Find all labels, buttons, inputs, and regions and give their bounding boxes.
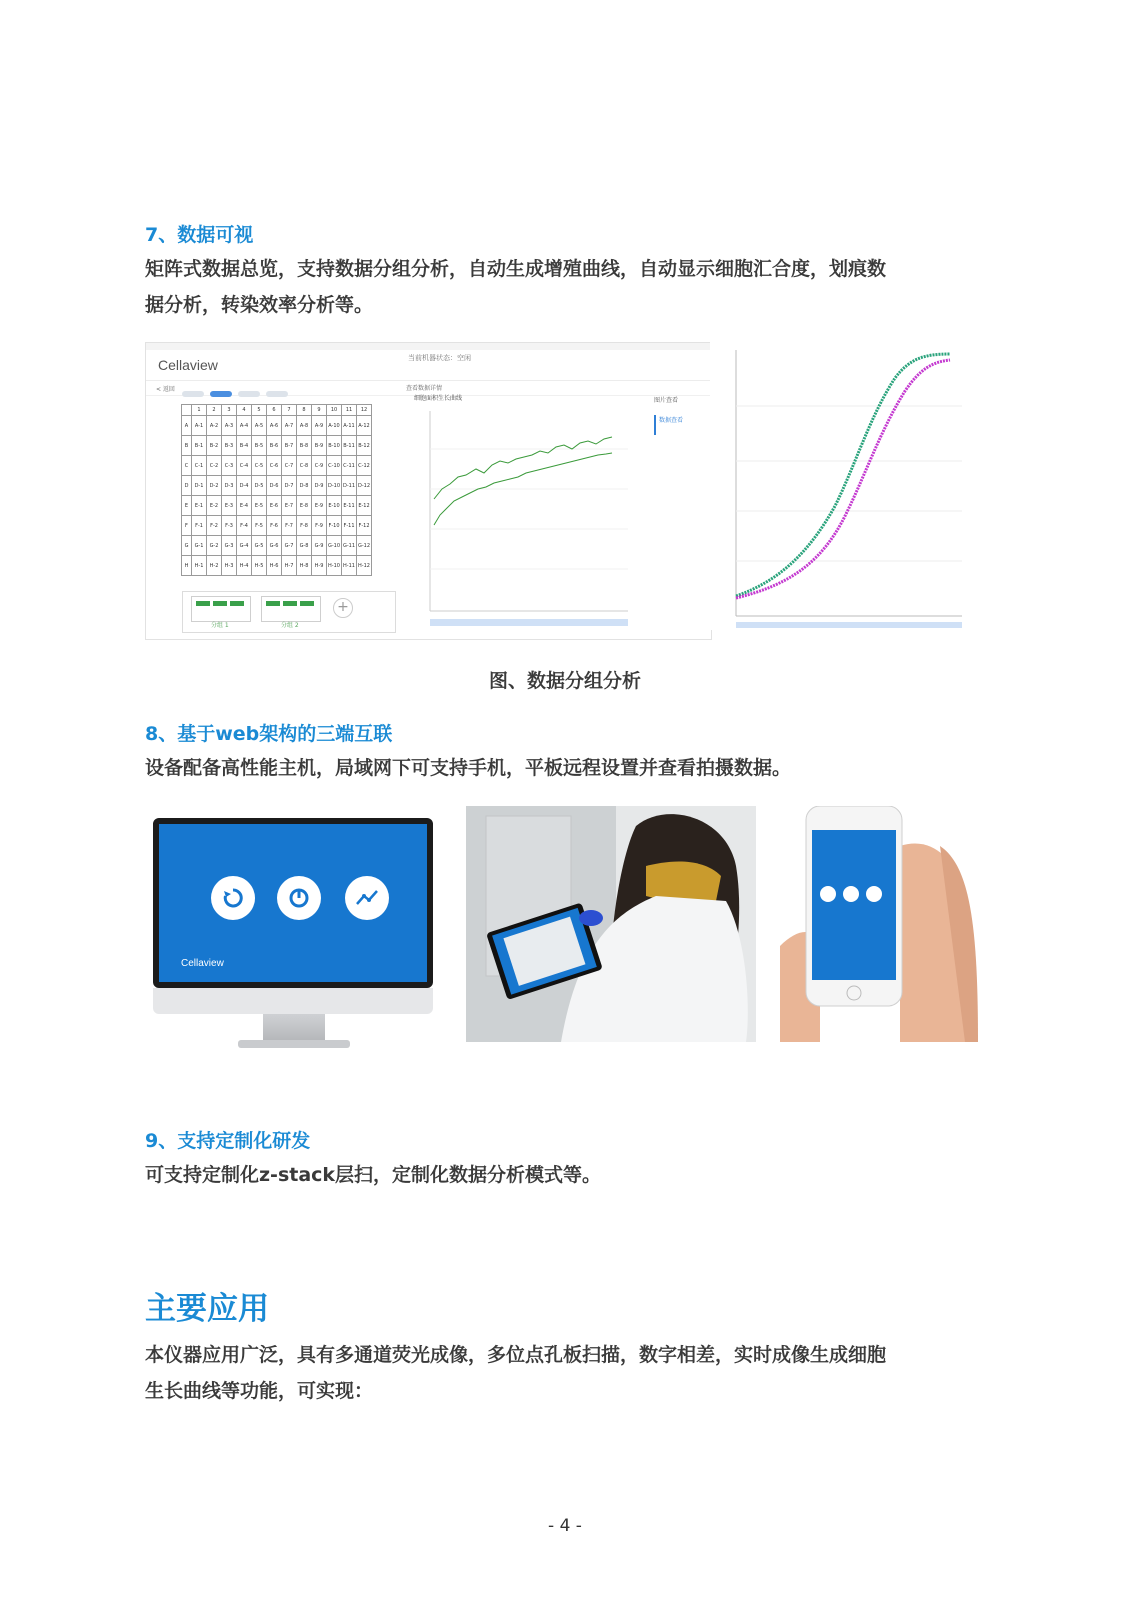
plate-row-header: D — [182, 476, 192, 496]
plate-well[interactable]: B-12 — [357, 436, 372, 456]
plate-well[interactable]: H-9 — [312, 556, 327, 576]
series-line-1 — [434, 437, 612, 499]
plate-well[interactable]: F-11 — [342, 516, 357, 536]
section-7-title: 7、数据可视 — [145, 224, 254, 246]
plate-well[interactable]: E-4 — [237, 496, 252, 516]
plate-well[interactable]: A-2 — [207, 416, 222, 436]
plate-well[interactable]: H-2 — [207, 556, 222, 576]
lab-tablet-photo — [466, 806, 756, 1042]
monitor-base — [238, 1040, 350, 1048]
group-label-2: 分组 2 — [281, 622, 299, 629]
plate-well[interactable]: B-1 — [192, 436, 207, 456]
plate-well[interactable]: B-11 — [342, 436, 357, 456]
well-chip — [213, 601, 227, 606]
series-curve-teal — [736, 354, 950, 596]
plate-well[interactable]: C-6 — [267, 456, 282, 476]
plate-well[interactable]: E-10 — [327, 496, 342, 516]
scroll-bar[interactable] — [430, 619, 628, 626]
trend-chart-icon — [345, 876, 389, 920]
growth-curve-chart — [710, 336, 975, 630]
scroll-bar[interactable] — [736, 622, 962, 628]
plate-well[interactable]: E-6 — [267, 496, 282, 516]
power-icon — [277, 876, 321, 920]
plate-well[interactable]: G-3 — [222, 536, 237, 556]
plate-well[interactable]: D-1 — [192, 476, 207, 496]
plate-well[interactable]: H-4 — [237, 556, 252, 576]
page-number: - 4 - — [548, 1516, 582, 1536]
plate-well[interactable]: A-9 — [312, 416, 327, 436]
plate-well[interactable]: D-8 — [297, 476, 312, 496]
plate-well[interactable]: F-3 — [222, 516, 237, 536]
plate-well[interactable]: A-1 — [192, 416, 207, 436]
plate-well[interactable]: F-4 — [237, 516, 252, 536]
side-nav — [654, 395, 704, 435]
app-logo: Cellaview — [158, 357, 218, 373]
plate-row-header: B — [182, 436, 192, 456]
monitor-photo — [153, 818, 438, 1080]
plate-well[interactable]: D-7 — [282, 476, 297, 496]
plate-well[interactable]: A-11 — [342, 416, 357, 436]
plate-well[interactable]: C-5 — [252, 456, 267, 476]
plate-well[interactable]: F-5 — [252, 516, 267, 536]
plate-column-header: 2 — [207, 405, 222, 416]
view-title: 查看数据详情 — [406, 385, 443, 392]
plate-well[interactable]: F-7 — [282, 516, 297, 536]
plate-well[interactable]: E-12 — [357, 496, 372, 516]
section-9-title: 9、支持定制化研发 — [145, 1130, 311, 1152]
plate-well[interactable]: G-11 — [342, 536, 357, 556]
plate-well[interactable]: E-9 — [312, 496, 327, 516]
figure-caption: 图、数据分组分析 — [488, 670, 641, 692]
plate-well[interactable]: B-8 — [297, 436, 312, 456]
plate-corner — [182, 405, 192, 416]
phone-power-icon — [843, 886, 859, 902]
plate-well[interactable]: B-7 — [282, 436, 297, 456]
plate-well[interactable]: B-4 — [237, 436, 252, 456]
lab-scene — [466, 806, 756, 1042]
refresh-icon — [211, 876, 255, 920]
plate-well[interactable]: G-9 — [312, 536, 327, 556]
plate-well[interactable]: B-9 — [312, 436, 327, 456]
section-7-body-line1: 矩阵式数据总览，支持数据分组分析，自动生成增殖曲线，自动显示细胞汇合度，划痕数 — [145, 258, 887, 280]
plate-well[interactable]: H-12 — [357, 556, 372, 576]
plate-well[interactable]: F-12 — [357, 516, 372, 536]
plate-well[interactable]: F-10 — [327, 516, 342, 536]
well-chip — [196, 601, 210, 606]
plate-well[interactable]: G-5 — [252, 536, 267, 556]
growth-chart-panel — [406, 389, 636, 634]
plate-well[interactable]: G-2 — [207, 536, 222, 556]
phone-chart-icon — [866, 886, 882, 902]
screen-brand: Cellaview — [181, 958, 224, 969]
section-7-body — [145, 251, 990, 323]
plate-well[interactable]: C-1 — [192, 456, 207, 476]
plate-column-header: 8 — [297, 405, 312, 416]
plate-column-header: 12 — [357, 405, 372, 416]
plate-well[interactable]: C-7 — [282, 456, 297, 476]
plate-well[interactable]: F-9 — [312, 516, 327, 536]
plate-well[interactable]: A-5 — [252, 416, 267, 436]
plate-well[interactable]: C-10 — [327, 456, 342, 476]
main-applications-title: 主要应用 — [145, 1291, 269, 1327]
plate-well[interactable]: D-11 — [342, 476, 357, 496]
plate-well[interactable]: E-5 — [252, 496, 267, 516]
plate-well[interactable]: F-8 — [297, 516, 312, 536]
window-titlebar — [146, 343, 711, 350]
plate-well[interactable]: H-10 — [327, 556, 342, 576]
plate-row-header: G — [182, 536, 192, 556]
well-chip — [230, 601, 244, 606]
plate-well[interactable]: D-10 — [327, 476, 342, 496]
app-screenshot — [145, 342, 712, 640]
add-group-button[interactable]: + — [333, 598, 353, 618]
plate-well[interactable]: F-2 — [207, 516, 222, 536]
plate-column-header: 7 — [282, 405, 297, 416]
monitor-screen — [153, 818, 433, 988]
group-label-1: 分组 1 — [211, 622, 229, 629]
filter-pill[interactable] — [238, 391, 260, 397]
plate-well[interactable]: B-5 — [252, 436, 267, 456]
group-panel — [182, 591, 396, 633]
plate-column-header: 9 — [312, 405, 327, 416]
plate-row-header: C — [182, 456, 192, 476]
phone-scene — [780, 806, 978, 1042]
growth-chart-title: 细胞面积生长曲线 — [414, 395, 463, 402]
nav-image-view[interactable]: 图片查看 — [654, 397, 679, 404]
well-chip — [266, 601, 280, 606]
plate-well[interactable]: C-2 — [207, 456, 222, 476]
plate-well[interactable]: H-6 — [267, 556, 282, 576]
plate-well[interactable]: B-6 — [267, 436, 282, 456]
plate-well[interactable]: B-3 — [222, 436, 237, 456]
plate-well[interactable]: H-7 — [282, 556, 297, 576]
section-8-title: 8、基于web架构的三端互联 — [145, 723, 393, 745]
plate-well[interactable]: G-6 — [267, 536, 282, 556]
phone-screen — [812, 830, 896, 980]
plate-well[interactable]: A-6 — [267, 416, 282, 436]
plate-row-header: A — [182, 416, 192, 436]
nav-data-view[interactable]: 数据查看 — [654, 415, 704, 435]
plate-well[interactable]: H-5 — [252, 556, 267, 576]
plate-well[interactable]: E-7 — [282, 496, 297, 516]
plate-column-header: 1 — [192, 405, 207, 416]
plate-well[interactable]: A-3 — [222, 416, 237, 436]
back-button[interactable]: < 返回 — [156, 385, 175, 393]
plate-well[interactable]: D-6 — [267, 476, 282, 496]
well-chip — [283, 601, 297, 606]
plate-well[interactable]: D-9 — [312, 476, 327, 496]
plate-well[interactable]: D-12 — [357, 476, 372, 496]
plate-row-header: E — [182, 496, 192, 516]
plate-well[interactable]: H-3 — [222, 556, 237, 576]
plate-well[interactable]: E-8 — [297, 496, 312, 516]
filter-pills — [182, 391, 288, 397]
monitor-stand — [263, 1014, 325, 1040]
growth-curve-figure — [710, 336, 975, 630]
section-7-body-line2: 据分析，转染效率分析等。 — [145, 294, 374, 316]
plate-well[interactable]: D-3 — [222, 476, 237, 496]
main-applications-body — [145, 1337, 990, 1409]
series-curve-magenta — [736, 360, 950, 598]
plate-well[interactable]: E-1 — [192, 496, 207, 516]
plate-well[interactable]: G-10 — [327, 536, 342, 556]
growth-chart — [406, 389, 636, 634]
plate-well[interactable]: G-1 — [192, 536, 207, 556]
plate-well[interactable]: F-1 — [192, 516, 207, 536]
phone-refresh-icon — [820, 886, 836, 902]
plate-well[interactable]: C-12 — [357, 456, 372, 476]
section-8-body: 设备配备高性能主机，局域网下可支持手机，平板远程设置并查看拍摄数据。 — [145, 757, 792, 779]
plate-well[interactable]: E-11 — [342, 496, 357, 516]
section-9-body: 可支持定制化z-stack层扫，定制化数据分析模式等。 — [145, 1164, 602, 1186]
plate-column-header: 5 — [252, 405, 267, 416]
glove — [579, 910, 603, 926]
plate-well[interactable]: G-8 — [297, 536, 312, 556]
phone-photo — [780, 806, 978, 1042]
main-applications-line1: 本仪器应用广泛，具有多通道荧光成像，多位点孔板扫描，数字相差，实时成像生成细胞 — [145, 1344, 887, 1366]
plate-well[interactable]: D-4 — [237, 476, 252, 496]
filter-pill[interactable] — [182, 391, 204, 397]
plate-well[interactable]: H-8 — [297, 556, 312, 576]
plate-well[interactable]: A-7 — [282, 416, 297, 436]
plate-well[interactable]: C-8 — [297, 456, 312, 476]
plate-well[interactable]: E-2 — [207, 496, 222, 516]
group-card-1[interactable] — [191, 596, 251, 622]
plate-well[interactable]: B-2 — [207, 436, 222, 456]
plate-column-header: 10 — [327, 405, 342, 416]
plate-column-header: 11 — [342, 405, 357, 416]
plate-well[interactable]: C-3 — [222, 456, 237, 476]
plate-well[interactable]: E-3 — [222, 496, 237, 516]
plate-row-header: F — [182, 516, 192, 536]
main-applications-line2: 生长曲线等功能，可实现： — [145, 1380, 374, 1402]
plate-well[interactable]: G-7 — [282, 536, 297, 556]
plate-well[interactable]: D-5 — [252, 476, 267, 496]
plate-column-header: 4 — [237, 405, 252, 416]
plate-well[interactable]: H-1 — [192, 556, 207, 576]
plate-column-header: 3 — [222, 405, 237, 416]
plate-well[interactable]: A-12 — [357, 416, 372, 436]
plate-well[interactable]: C-11 — [342, 456, 357, 476]
plate-column-header: 6 — [267, 405, 282, 416]
plate-well[interactable]: C-9 — [312, 456, 327, 476]
filter-pill[interactable] — [266, 391, 288, 397]
plate-well[interactable]: A-10 — [327, 416, 342, 436]
plate-well[interactable]: C-4 — [237, 456, 252, 476]
machine-status: 当前机器状态：空闲 — [408, 354, 471, 362]
group-card-2[interactable] — [261, 596, 321, 622]
plate-well[interactable]: F-6 — [267, 516, 282, 536]
plate-well[interactable]: G-12 — [357, 536, 372, 556]
plate-well[interactable]: B-10 — [327, 436, 342, 456]
plate-well[interactable]: H-11 — [342, 556, 357, 576]
well-chip — [300, 601, 314, 606]
filter-pill-active[interactable] — [210, 391, 232, 397]
plate-row-header: H — [182, 556, 192, 576]
plate-well[interactable]: G-4 — [237, 536, 252, 556]
plate-well[interactable]: A-8 — [297, 416, 312, 436]
well-plate-grid — [181, 404, 372, 576]
plate-well[interactable]: A-4 — [237, 416, 252, 436]
monitor-chin — [153, 988, 433, 1014]
plate-well[interactable]: D-2 — [207, 476, 222, 496]
